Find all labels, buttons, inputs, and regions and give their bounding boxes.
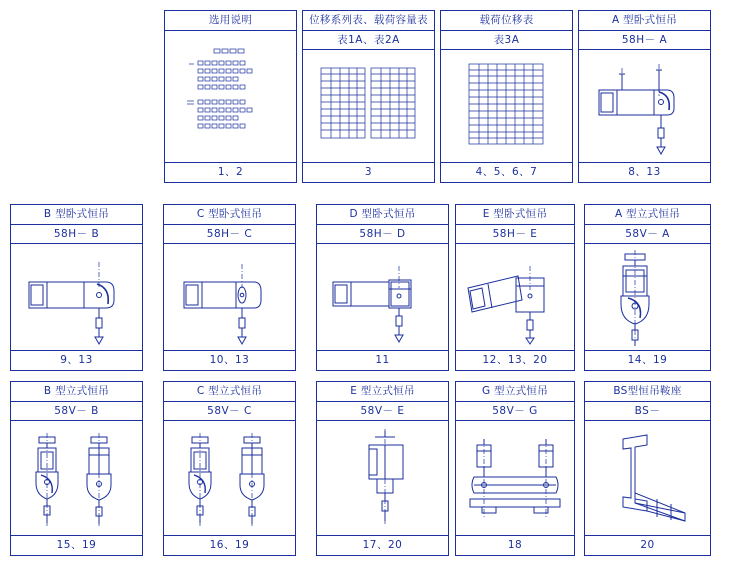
card-header: B 型卧式恒吊 (11, 205, 142, 225)
card-drawing-vertical-b (11, 421, 142, 535)
card-footer: 17、20 (317, 535, 448, 555)
hanger-e-horizontal-illustration (456, 244, 574, 350)
card-drawing-two-tables (303, 50, 434, 162)
card-drawing-horizontal-a (579, 50, 710, 162)
card-subheader: 58H－ B (11, 225, 142, 245)
card-drawing-saddle (585, 421, 710, 535)
hanger-c-horizontal-illustration (164, 244, 294, 350)
card-subheader: 58H－ A (579, 31, 710, 51)
card-subheader: 58V－ B (11, 402, 142, 422)
card-subheader: 58H－ C (164, 225, 295, 245)
card-type-c-horizontal[interactable] (163, 204, 296, 371)
hanger-d-horizontal-illustration (317, 244, 447, 350)
card-header: E 型立式恒吊 (317, 382, 448, 402)
card-footer: 16、19 (164, 535, 295, 555)
card-header: G 型立式恒吊 (456, 382, 574, 402)
card-header: E 型卧式恒吊 (456, 205, 574, 225)
card-drawing-vertical-e (317, 421, 448, 535)
hanger-e-vertical-illustration (317, 421, 447, 535)
load-table-illustration (441, 50, 571, 162)
hanger-b-horizontal-illustration (11, 244, 141, 350)
card-footer: 15、19 (11, 535, 142, 555)
card-subheader: 58V－ G (456, 402, 574, 422)
card-drawing-vertical-a (585, 244, 710, 350)
card-instructions[interactable] (164, 10, 297, 183)
card-header: BS型恒吊鞍座 (585, 382, 710, 402)
card-type-b-vertical[interactable] (10, 381, 143, 556)
card-drawing-one-table (441, 50, 572, 162)
card-header: D 型卧式恒吊 (317, 205, 448, 225)
card-type-b-horizontal[interactable] (10, 204, 143, 371)
card-footer: 20 (585, 535, 710, 555)
card-bs-saddle[interactable] (584, 381, 711, 556)
card-drawing-horizontal-e (456, 244, 574, 350)
instructions-text-illustration (165, 31, 295, 163)
card-header: 载荷位移表 (441, 11, 572, 31)
card-drawing-vertical-c (164, 421, 295, 535)
card-footer: 8、13 (579, 162, 710, 182)
hanger-g-vertical-illustration (456, 421, 574, 535)
card-subheader: 58H－ D (317, 225, 448, 245)
card-subheader: 58V－ E (317, 402, 448, 422)
card-footer: 3 (303, 162, 434, 182)
card-subheader: 58H－ E (456, 225, 574, 245)
hanger-c-vertical-illustration (164, 421, 294, 535)
hanger-a-vertical-illustration (585, 244, 710, 350)
hanger-a-horizontal-illustration (579, 50, 709, 162)
card-drawing-horizontal-b (11, 244, 142, 350)
card-type-a-vertical[interactable] (584, 204, 711, 371)
card-footer: 4、5、6、7 (441, 162, 572, 182)
card-header: 选用说明 (165, 11, 296, 31)
card-footer: 9、13 (11, 350, 142, 370)
tables-illustration (303, 50, 433, 162)
card-displacement-series-load-capacity[interactable] (302, 10, 435, 183)
card-footer: 1、2 (165, 162, 296, 182)
card-drawing-horizontal-c (164, 244, 295, 350)
card-subheader: 表1A、表2A (303, 31, 434, 51)
card-header: A 型立式恒吊 (585, 205, 710, 225)
card-footer: 11 (317, 350, 448, 370)
card-load-displacement[interactable] (440, 10, 573, 183)
card-footer: 10、13 (164, 350, 295, 370)
card-footer: 12、13、20 (456, 350, 574, 370)
card-type-e-vertical[interactable] (316, 381, 449, 556)
card-header: 位移系列表、载荷容量表 (303, 11, 434, 31)
card-type-c-vertical[interactable] (163, 381, 296, 556)
card-subheader: 58V－ A (585, 225, 710, 245)
card-type-d-horizontal[interactable] (316, 204, 449, 371)
card-subheader: 58V－ C (164, 402, 295, 422)
card-header: A 型卧式恒吊 (579, 11, 710, 31)
card-subheader: BS－ (585, 402, 710, 422)
card-drawing-horizontal-d (317, 244, 448, 350)
card-type-e-horizontal[interactable] (455, 204, 575, 371)
card-drawing-vertical-g (456, 421, 574, 535)
bs-saddle-illustration (585, 421, 710, 535)
card-header: C 型卧式恒吊 (164, 205, 295, 225)
card-header: B 型立式恒吊 (11, 382, 142, 402)
card-header: C 型立式恒吊 (164, 382, 295, 402)
card-footer: 14、19 (585, 350, 710, 370)
card-type-g-vertical[interactable] (455, 381, 575, 556)
card-footer: 18 (456, 535, 574, 555)
card-subheader: 表3A (441, 31, 572, 51)
hanger-b-vertical-illustration (11, 421, 141, 535)
card-drawing-text-block (165, 31, 296, 163)
card-type-a-horizontal[interactable] (578, 10, 711, 183)
